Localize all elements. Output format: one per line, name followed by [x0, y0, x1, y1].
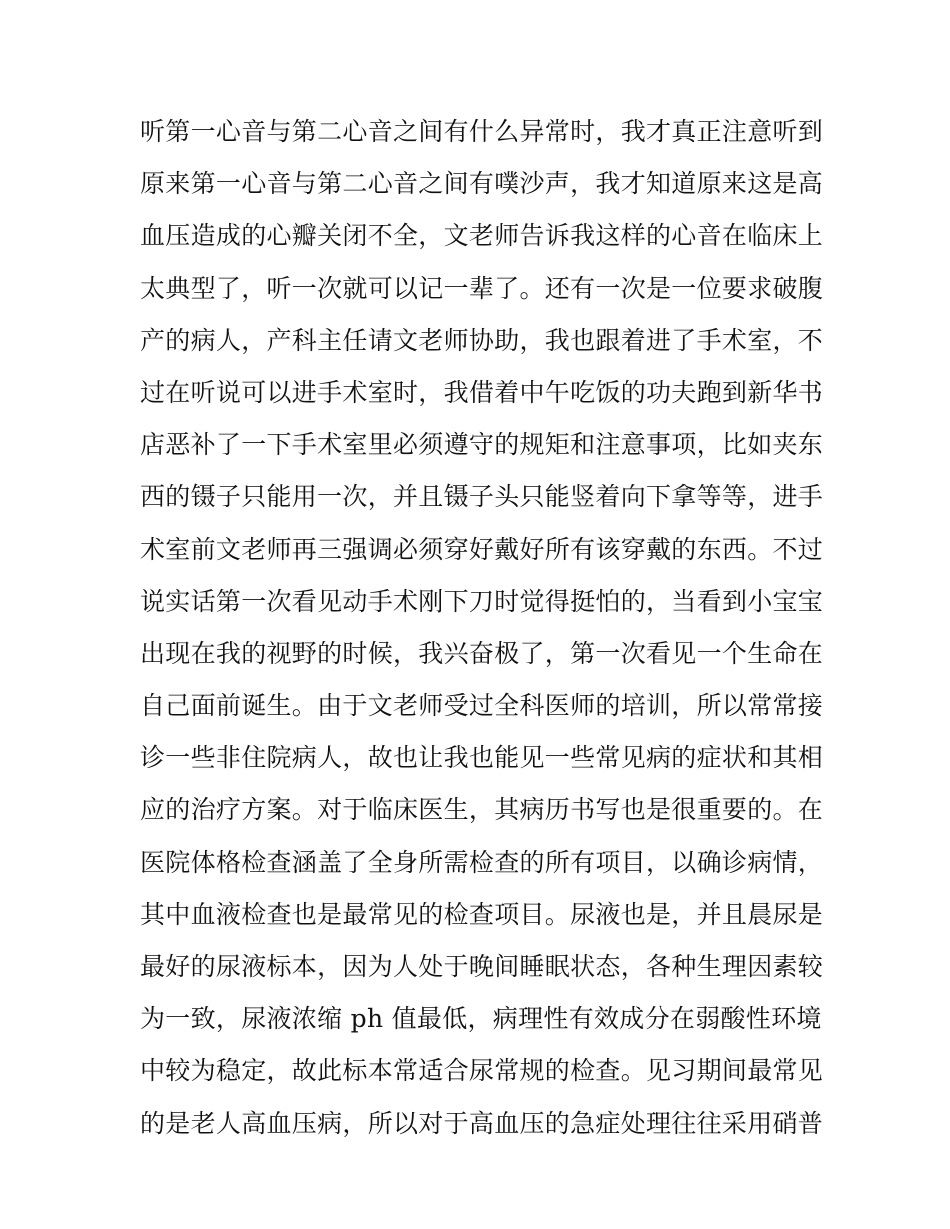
text-line: 店恶补了一下手术室里必须遵守的规矩和注意事项，比如夹东	[140, 430, 824, 460]
body-text	[140, 106, 824, 1150]
text-line: 西的镊子只能用一次，并且镊子头只能竖着向下拿等等，进手	[140, 482, 824, 512]
text-line: 中较为稳定，故此标本常适合尿常规的检查。见习期间最常见	[140, 1056, 824, 1086]
text-line: 为一致，尿液浓缩 ph 值最低，病理性有效成分在弱酸性环境	[140, 1004, 822, 1034]
text-line: 的是老人高血压病，所以对于高血压的急症处理往往采用硝普	[140, 1108, 824, 1138]
text-line: 产的病人，产科主任请文老师协助，我也跟着进了手术室，不	[140, 325, 824, 355]
text-line: 出现在我的视野的时候，我兴奋极了，第一次看见一个生命在	[140, 638, 824, 668]
text-line: 最好的尿液标本，因为人处于晚间睡眠状态，各种生理因素较	[140, 952, 824, 981]
text-line: 血压造成的心瓣关闭不全，文老师告诉我这样的心音在临床上	[140, 221, 824, 251]
text-line: 医院体格检查涵盖了全身所需检查的所有项目，以确诊病情，	[140, 847, 824, 877]
text-line: 诊一些非住院病人，故也让我也能见一些常见病的症状和其相	[140, 743, 824, 773]
text-line: 说实话第一次看见动手术刚下刀时觉得挺怕的，当看到小宝宝	[140, 586, 824, 616]
text-line: 其中血液检查也是最常见的检查项目。尿液也是，并且晨尿是	[140, 899, 824, 929]
text-line: 听第一心音与第二心音之间有什么异常时，我才真正注意听到	[140, 117, 824, 146]
text-line: 自己面前诞生。由于文老师受过全科医师的培训，所以常常接	[140, 691, 824, 721]
text-line: 术室前文老师再三强调必须穿好戴好所有该穿戴的东西。不过	[140, 534, 824, 564]
text-line: 应的治疗方案。对于临床医生，其病历书写也是很重要的。在	[140, 795, 824, 825]
text-line: 原来第一心音与第二心音之间有噗沙声，我才知道原来这是高	[140, 169, 824, 199]
text-line: 太典型了，听一次就可以记一辈了。还有一次是一位要求破腹	[140, 273, 824, 303]
text-line: 过在听说可以进手术室时，我借着中午吃饭的功夫跑到新华书	[140, 377, 824, 407]
